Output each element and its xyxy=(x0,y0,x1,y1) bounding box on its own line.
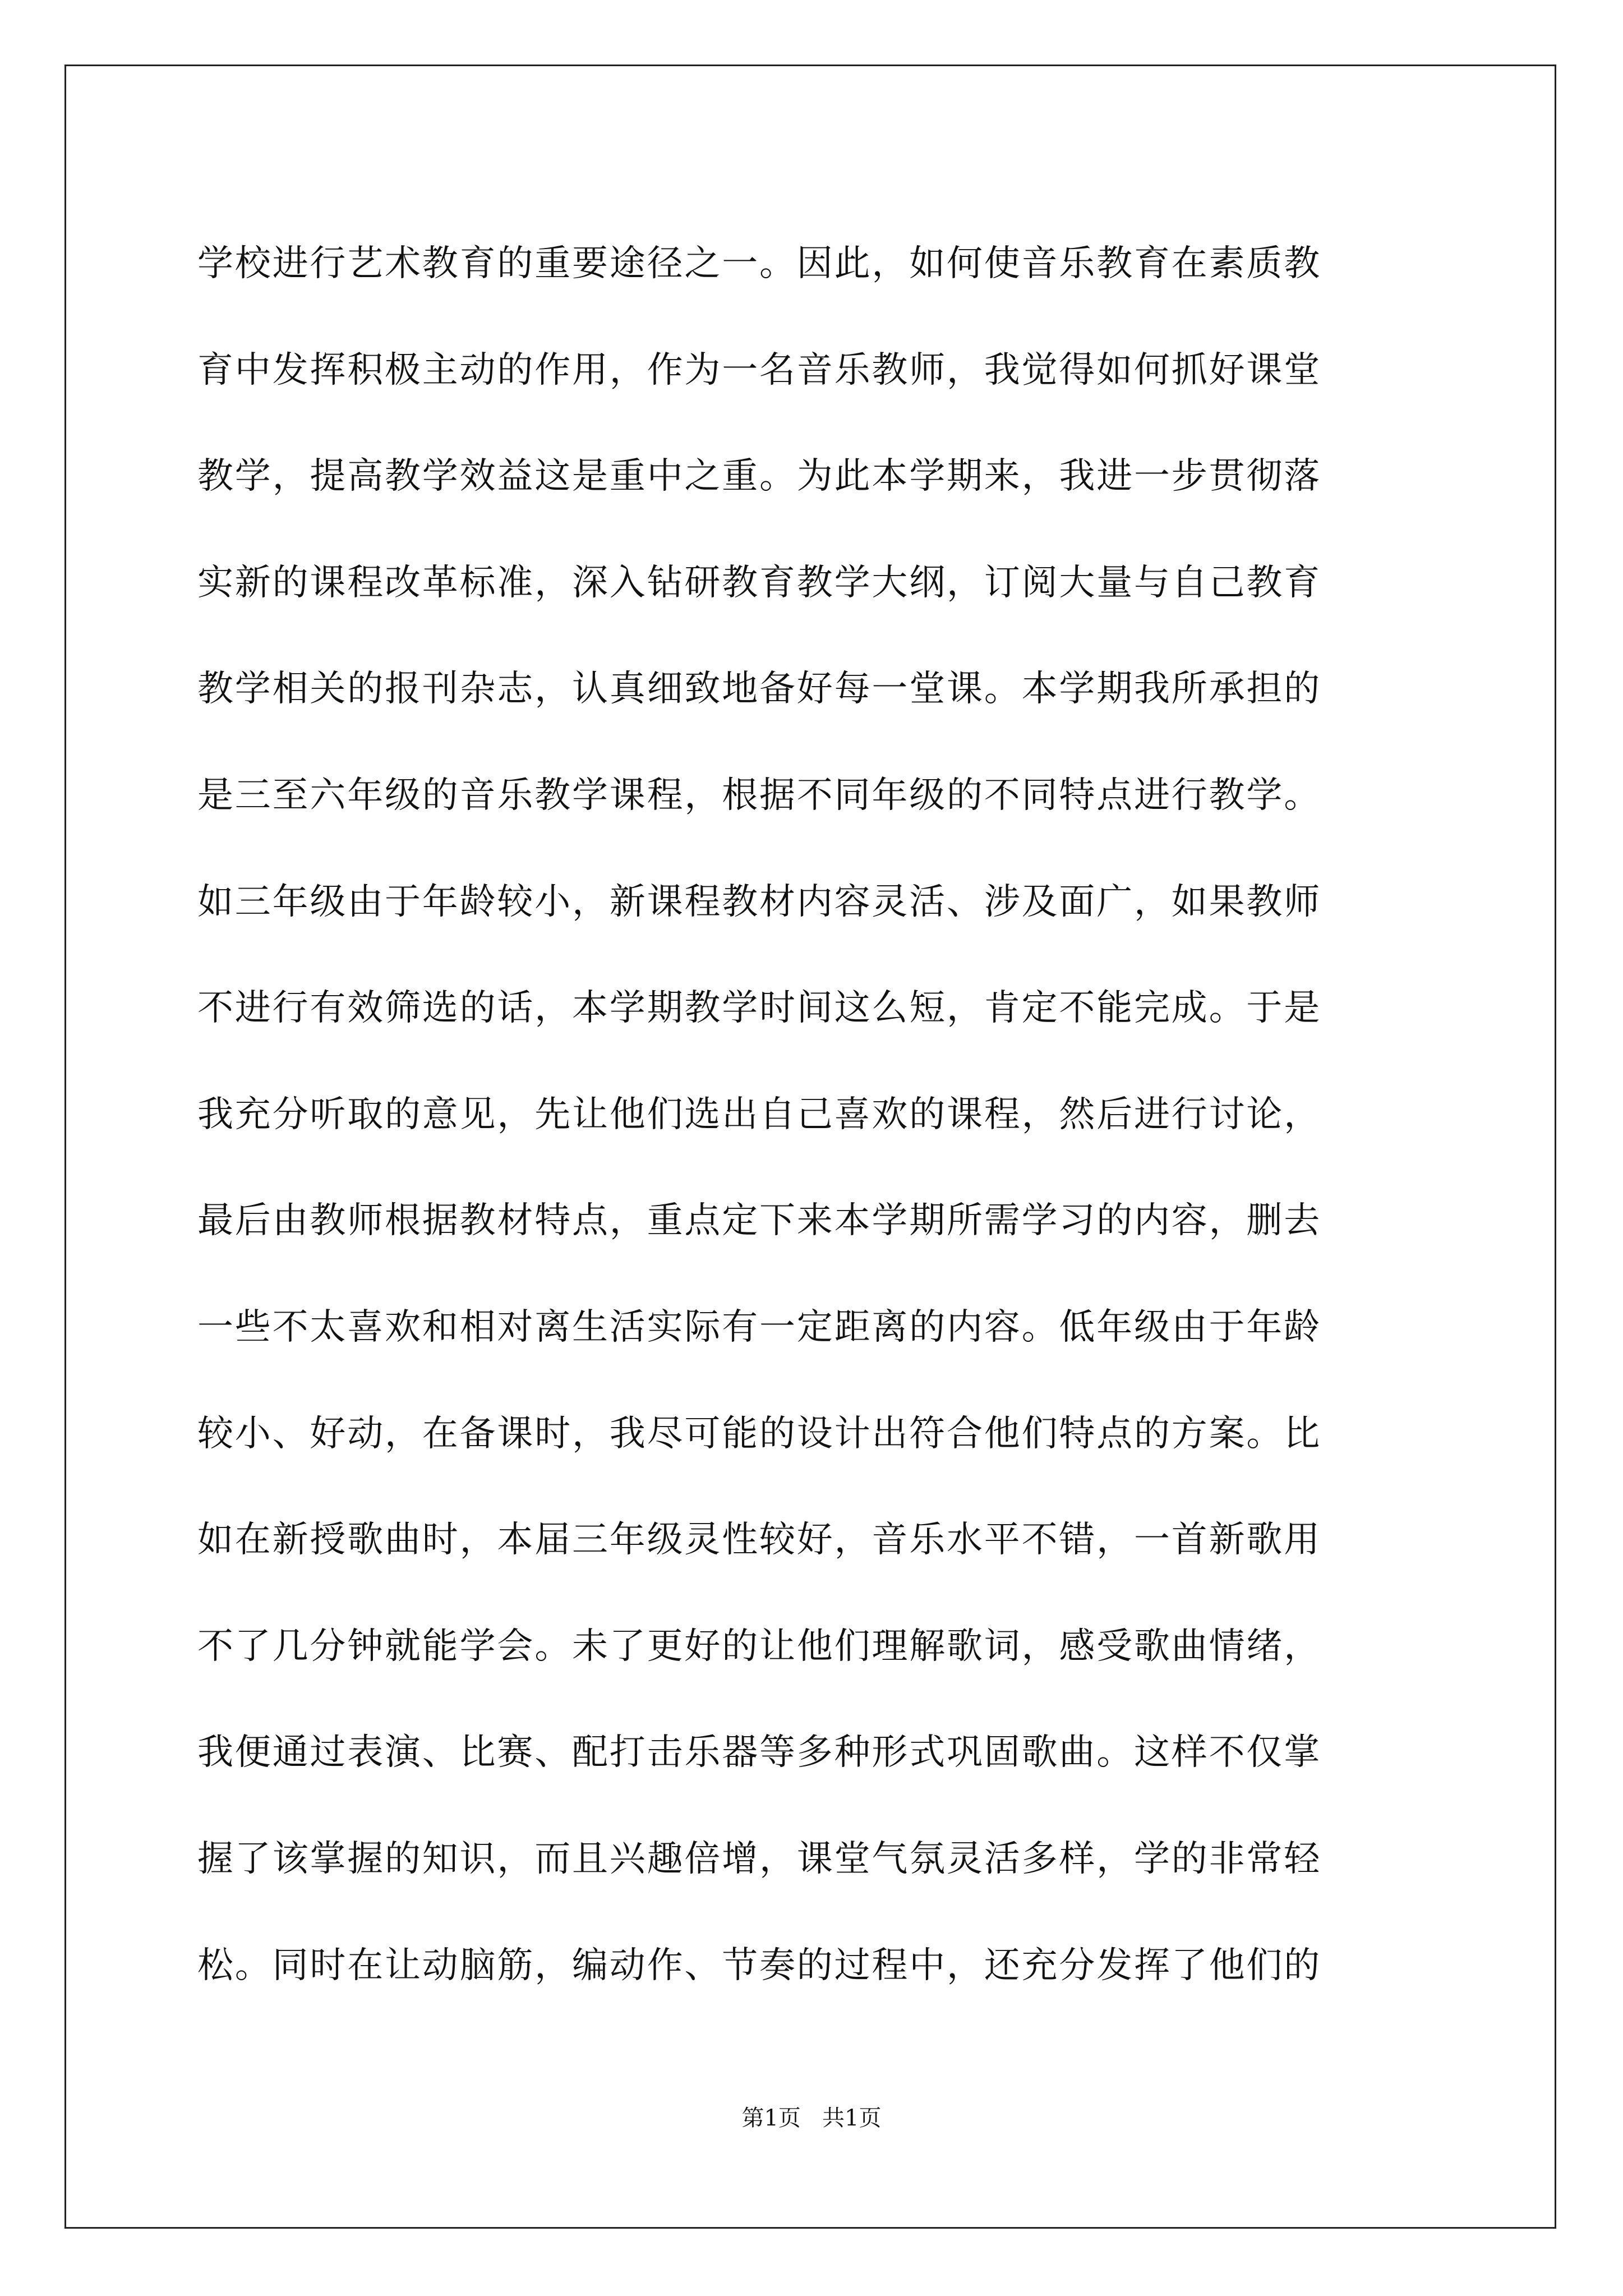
text-line: 是三至六年级的音乐教学课程，根据不同年级的不同特点进行教学。 xyxy=(197,774,1321,816)
text-line: 学校进行艺术教育的重要途径之一。因此，如何使音乐教育在素质教 xyxy=(197,243,1321,284)
text-line: 实新的课程改革标准，深入钻研教育教学大纲，订阅大量与自己教育 xyxy=(197,562,1321,604)
text-line: 不了几分钟就能学会。未了更好的让他们理解歌词，感受歌曲情绪， xyxy=(197,1625,1321,1667)
text-line: 如在新授歌曲时，本届三年级灵性较好，音乐水平不错，一首新歌用 xyxy=(197,1519,1321,1561)
text-line: 我充分听取的意见，先让他们选出自己喜欢的课程，然后进行讨论， xyxy=(197,1093,1321,1135)
text-line: 教学相关的报刊杂志，认真细致地备好每一堂课。本学期我所承担的 xyxy=(197,668,1321,710)
text-line: 松。同时在让动脑筋，编动作、节奏的过程中，还充分发挥了他们的 xyxy=(197,1944,1321,1986)
text-line: 我便通过表演、比赛、配打击乐器等多种形式巩固歌曲。这样不仅掌 xyxy=(197,1732,1321,1774)
text-line: 育中发挥积极主动的作用，作为一名音乐教师，我觉得如何抓好课堂 xyxy=(197,349,1321,391)
text-line: 握了该掌握的知识，而且兴趣倍增，课堂气氛灵活多样，学的非常轻 xyxy=(197,1838,1321,1880)
document-body xyxy=(197,211,1442,2019)
text-line: 较小、好动，在备课时，我尽可能的设计出符合他们特点的方案。比 xyxy=(197,1412,1321,1455)
text-line: 教学，提高教学效益这是重中之重。为此本学期来，我进一步贯彻落 xyxy=(197,455,1321,498)
text-line: 不进行有效筛选的话，本学期教学时间这么短，肯定不能完成。于是 xyxy=(197,987,1321,1029)
text-line: 如三年级由于年龄较小，新课程教材内容灵活、涉及面广，如果教师 xyxy=(197,881,1321,923)
page-number-footer: 第1页 共1页 xyxy=(741,2105,882,2131)
text-line: 最后由教师根据教材特点，重点定下来本学期所需学习的内容，删去 xyxy=(197,1200,1321,1242)
text-line: 一些不太喜欢和相对离生活实际有一定距离的内容。低年级由于年龄 xyxy=(197,1306,1321,1348)
